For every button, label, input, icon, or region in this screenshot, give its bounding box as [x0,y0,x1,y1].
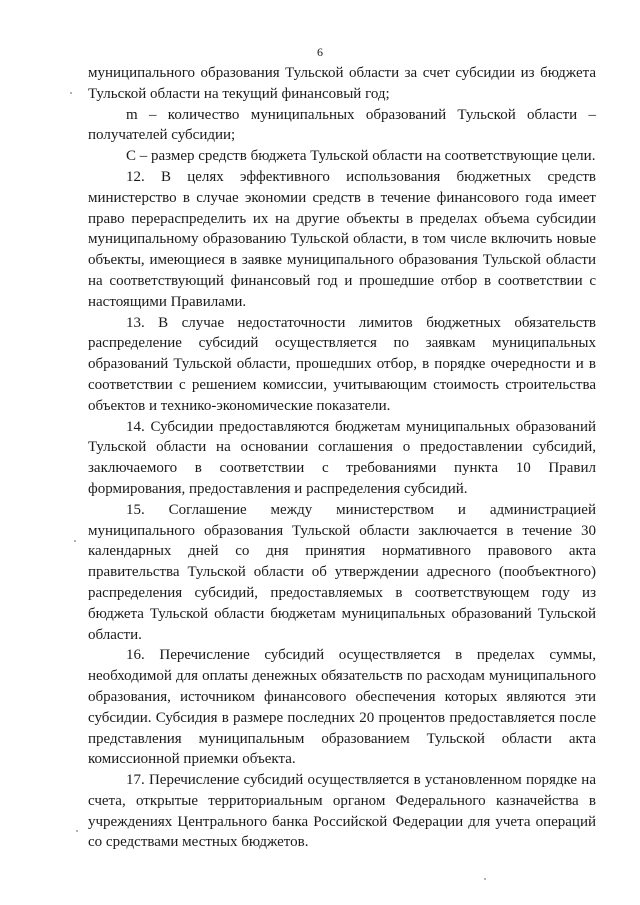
paragraph-13: 13. В случае недостаточности лимитов бюджетных обязательств распределение субсидий осуществляется по заявкам муниципальных образований Тульской области, прошедших отбор, в порядке очередности и в соответствии с решением комиссии, учитывающим стоимость строительства объектов и технико-экономические показатели. [88,314,596,414]
paragraph-17: 17. Перечисление субсидий осуществляется в установленном порядке на счета, открытые территориальным органом Федерального казначейства в учреждениях Центрального банка Российской Федерации для учета операций со средствами местных бюджетов. [88,772,596,851]
paragraph-14: 14. Субсидии предоставляются бюджетам муниципальных образований Тульской области на основании соглашения о предоставлении субсидий, заключаемого в соответствии с требованиями пункта 10 Правил формирования, предоставления и распределения субсидий. [88,418,596,497]
page-number: 6 [317,45,323,59]
paragraph-continuation: муниципального образования Тульской области за счет субсидии из бюджета Тульской области на текущий финансовый год; [88,65,596,102]
paragraph-12: 12. В целях эффективного использования бюджетных средств министерство в случае экономии средств в течение финансового года имеет право перераспределить их на другие объекты в пределах объема субсидии муниципальному образованию Тульской области, в том числе включить новые объекты, имеющиеся в заявке муниципального образования Тульской области на соответствующий финансовый год и прошедшие отбор в соответствии с настоящими Правилами. [88,168,596,310]
paragraph-15: 15. Соглашение между министерством и администрацией муниципального образования Тульской области заключается в течение 30 календарных дней со дня принятия нормативного правового акта правительства Тульской области об утверждении адресного (пообъектного) распределения субсидий, предоставляемых в соответствующем году из бюджета Тульской области бюджетам муниципальных образований Тульской области. [88,501,596,643]
scan-speck [74,540,76,542]
paragraph-m-definition: m – количество муниципальных образований Тульской области – получателей субсидии; [88,106,596,144]
scan-speck [70,92,72,94]
paragraph-c-definition: С – размер средств бюджета Тульской области на соответствующие цели. [126,148,596,165]
document-body [88,63,596,853]
scan-speck [76,830,78,832]
scan-speck [484,878,486,880]
paragraph-16: 16. Перечисление субсидий осуществляется в пределах суммы, необходимой для оплаты денежных обязательств по расходам муниципального образования, источником финансового обеспечения которых являются эти субсидии. Субсидия в размере последних 20 процентов предоставляется после представления муниципальным образованием Тульской области акта комиссионной приемки объекта. [88,647,596,768]
